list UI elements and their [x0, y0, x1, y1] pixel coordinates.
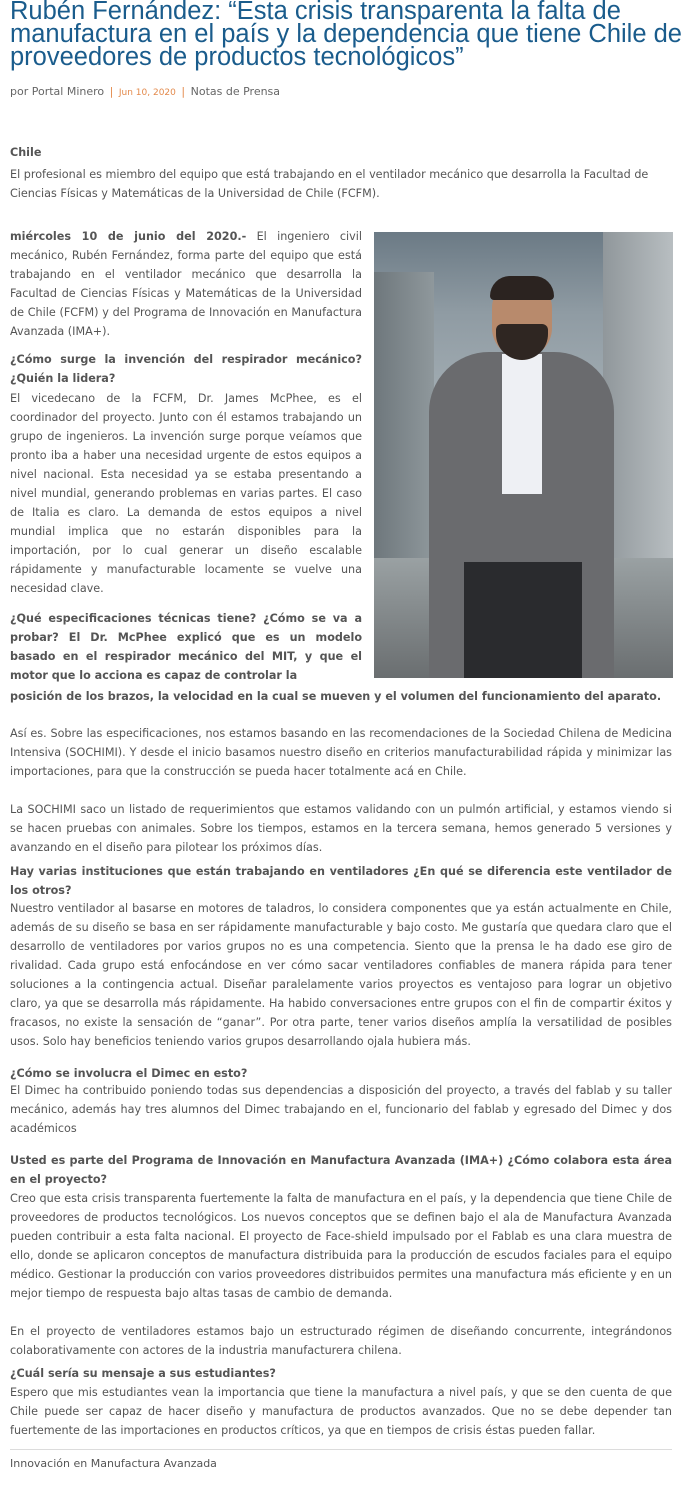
category-link[interactable]: Notas de Prensa	[190, 85, 281, 98]
tag-link[interactable]: Innovación en Manufactura Avanzada	[10, 1457, 217, 1470]
post-meta	[10, 85, 682, 100]
question-4: ¿Cómo se involucra el Dimec en esto?	[10, 1067, 248, 1080]
author-prefix: por	[10, 85, 29, 98]
question-3: Hay varias instituciones que están trabajando en ventiladores ¿En qué se diferencia este ventilador de los otros?	[10, 865, 672, 897]
question-2: ¿Qué especificaciones técnicas tiene? ¿Cómo se va a probar? El Dr. McPhee explicó que es un modelo basado en el respirador mecánico del MIT, y que el motor que lo acciona es capaz de controlar la	[10, 612, 362, 682]
answer-2	[10, 724, 672, 857]
answer-2-paragraph: La SOCHIMI saco un listado de requerimientos que estamos validando con un pulmón artificial, y estamos viendo si se hacen pruebas con animales. Sobre los tiempos, estamos en la tercera semana, hemos generado 5 versiones y avanzando en el diseño para pilotear los próximos días.	[10, 803, 672, 854]
answer-5-paragraph: Creo que esta crisis transparenta fuertemente la falta de manufactura en el país, y la dependencia que tiene Chile de proveedores de productos tecnológicos. Los nuevos conceptos que se definen bajo el ala de Manufactura Avanzada pueden contribuir a esta falta nacional. El proyecto de Face-shield impulsado por el Fablab es una clara muestra de ello, donde se aplicaron conceptos de manufactura distribuida para la producción de escudos faciales para el equipo médico. Gestionar la producción con varios proveedores distribuidos permites una manufactura más eficiente y en un mejor tiempo de respuesta bajo altas tasas de cambio de demanda.	[10, 1192, 672, 1300]
footer-divider	[10, 1449, 672, 1450]
answer-2-paragraph: Así es. Sobre las especificaciones, nos estamos basando en las recomendaciones de la Sociedad Chilena de Medicina Intensiva (SOCHIMI). Y desde el inicio basamos nuestro diseño en criterios manufacturabilidad rápida y minimizar las importaciones, para que la construcción se pueda hacer totalmente acá en Chile.	[10, 727, 672, 778]
question-2-continued: posición de los brazos, la velocidad en la cual se mueven y el volumen del funcionamiento del aparato.	[10, 690, 662, 703]
lead-paragraph	[10, 227, 362, 341]
answer-4: El Dimec ha contribuido poniendo todas sus dependencias a disposición del proyecto, a través del fablab y su taller mecánico, además hay tres alumnos del Dimec trabajando en el, funcionario del fablab y egresado del Dimec y dos académicos	[10, 1084, 672, 1135]
answer-6: Espero que mis estudiantes vean la importancia que tiene la manufactura a nivel país, y que se den cuenta de que Chile puede ser capaz de hacer diseño y manufactura de productos avanzados. Que no se debe depender tan fuertemente de las importaciones en productos críticos, ya que en tiempos de crisis éstas pueden fallar.	[10, 1386, 672, 1437]
person-hair	[490, 276, 554, 300]
author-link[interactable]: Portal Minero	[31, 85, 105, 98]
location-label: Chile	[10, 146, 42, 159]
question-5: Usted es parte del Programa de Innovación en Manufactura Avanzada (IMA+) ¿Cómo colabora esta área en el proyecto?	[10, 1154, 672, 1186]
person-shirt	[502, 354, 542, 494]
lead-text: El ingeniero civil mecánico, Rubén Fernández, forma parte del equipo que está trabajando en el ventilador mecánico que desarrolla la Facultad de Ciencias Físicas y Matemáticas de la Universidad de Chile (FCFM) y del Programa de Innovación en Manufactura Avanzada (IMA+).	[10, 230, 362, 338]
answer-5	[10, 1189, 672, 1360]
answer-1: El vicedecano de la FCFM, Dr. James McPhee, es el coordinador del proyecto. Junto con él estamos trabajando un grupo de ingenieros. La invención surge porque veíamos que pronto iba a haber una necesidad urgente de estos equipos a nivel nacional. Esta necesidad ya se estaba presentando a nivel mundial, generando problemas en varias partes. El caso de Italia es claro. La demanda de estos equipos a nivel mundial implica que no estarán disponibles para la importación, por lo cual generar un diseño escalable rápidamente y manufacturable locamente se vuelve una necesidad clave.	[10, 392, 362, 595]
summary: El profesional es miembro del equipo que está trabajando en el ventilador mecánico que desarrolla la Facultad de Ciencias Físicas y Matemáticas de la Universidad de Chile (FCFM).	[10, 168, 649, 200]
lead-date: miércoles 10 de junio del 2020.-	[10, 230, 247, 243]
answer-3: Nuestro ventilador al basarse en motores de taladros, lo considera componentes que ya están actualmente en Chile, además de su diseño se basa en ser rápidamente manufacturable y bajo costo. Me gustaría que quedara claro que el desarrollo de ventiladores por varios grupos no es una competencia. Siento que la prensa le ha dado ese giro de rivalidad. Cada grupo está enfocándose en ver cómo sacar ventiladores confiables de manera rápida para tener soluciones a la contingencia actual. Diseñar paralelamente varios proyectos es ventajoso para lograr un objetivo claro, ya que se desarrolla más rápidamente. Ha habido conversaciones entre grupos con el fin de compartir éxitos y fracasos, no existe la sensación de “ganar”. Por otra parte, tener varios diseños amplía la versatilidad de posibles usos. Solo hay beneficios teniendo varios grupos desarrollando ojala hubiera más.	[10, 902, 672, 1048]
meta-separator: |	[109, 85, 114, 98]
meta-separator: |	[181, 85, 186, 98]
portrait-photo	[374, 232, 673, 678]
question-1: ¿Cómo surge la invención del respirador mecánico? ¿Quién la lidera?	[10, 353, 362, 385]
answer-5-paragraph: En el proyecto de ventiladores estamos bajo un estructurado régimen de diseñando concurrente, integrándonos colaborativamente con actores de la industria manufacturera chilena.	[10, 1325, 672, 1357]
question-6: ¿Cuál sería su mensaje a sus estudiantes?	[10, 1367, 276, 1380]
background-building	[374, 272, 434, 572]
post-date: Jun 10, 2020	[118, 88, 176, 98]
person-legs	[464, 562, 582, 678]
article-title: Rubén Fernández: “Esta crisis transparenta la falta de manufactura en el país y la dependencia que tiene Chile de proveedores de productos tecnológicos”	[10, 0, 682, 71]
